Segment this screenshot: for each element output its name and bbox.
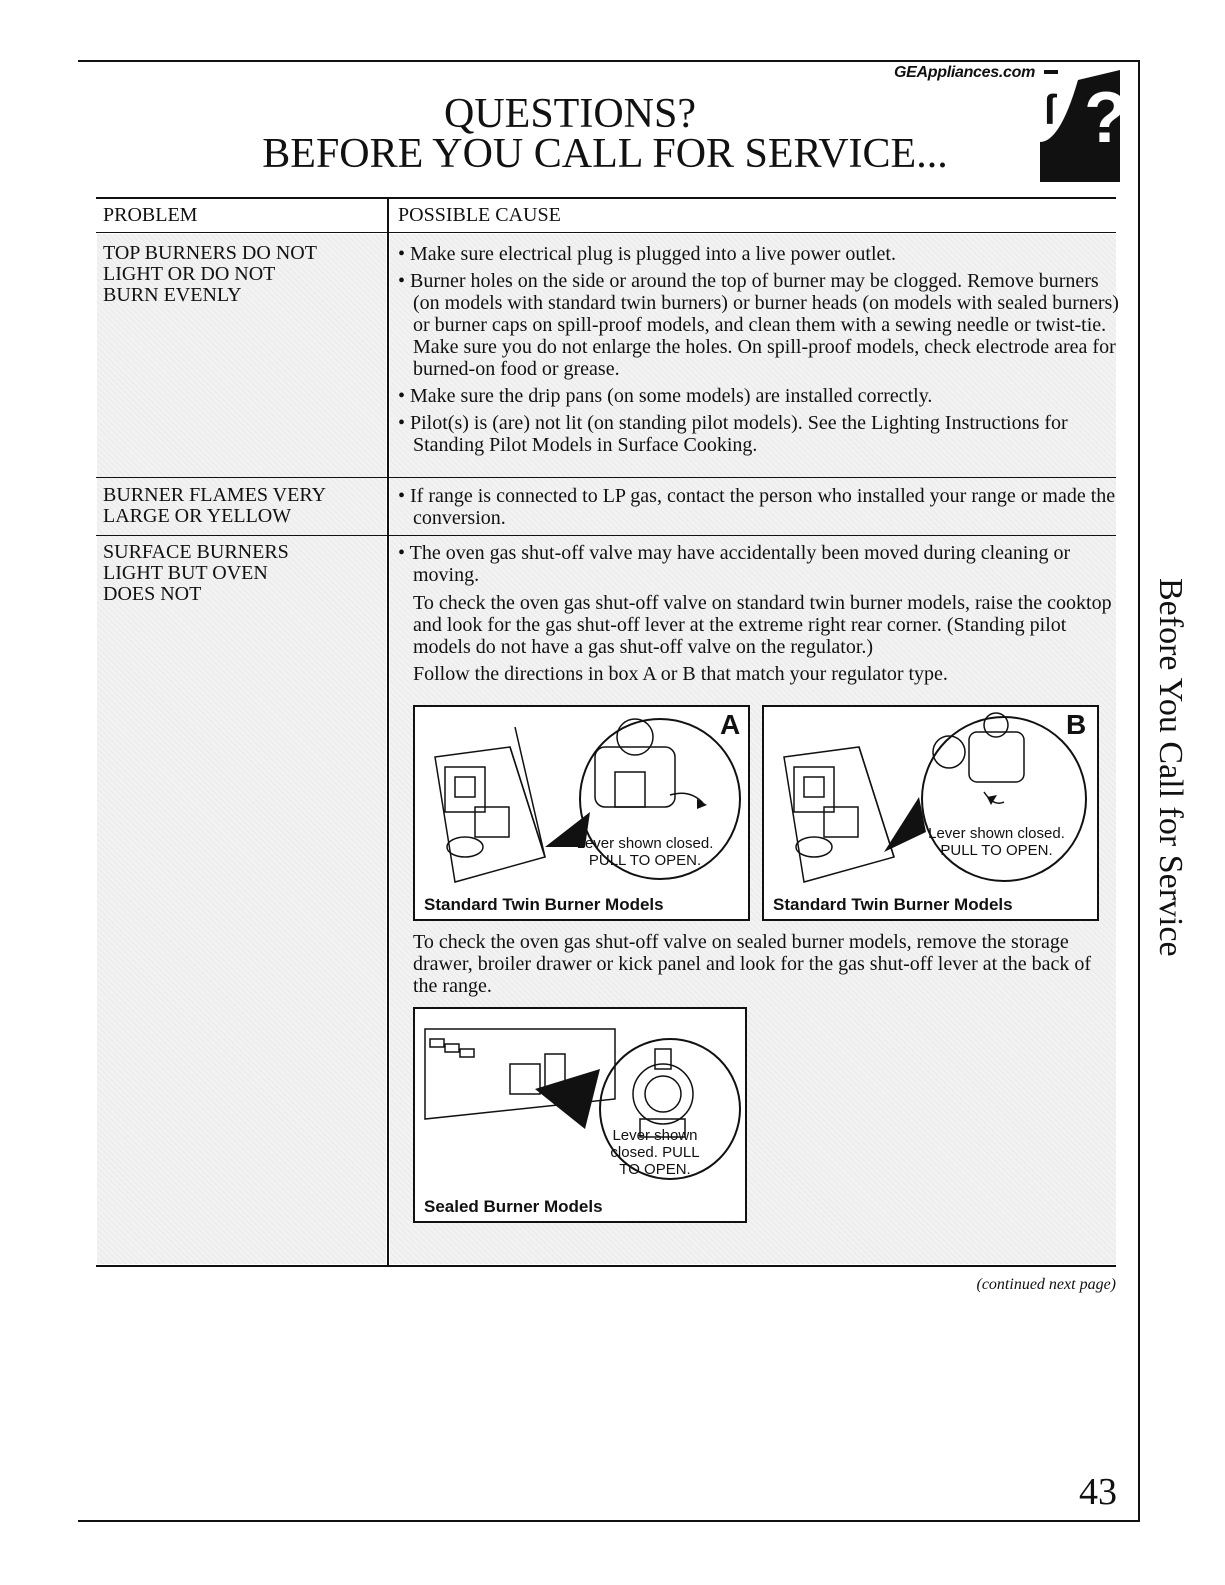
column-header-problem: PROBLEM: [103, 204, 198, 226]
lever-note-line: Lever shown closed.: [928, 825, 1065, 842]
website-url: GEAppliances.com: [893, 64, 1035, 81]
cause-row-1: [398, 243, 1120, 461]
lever-note-line: PULL TO OPEN.: [940, 842, 1053, 859]
figure-a-caption: Standard Twin Burner Models: [424, 895, 664, 914]
column-divider: [387, 197, 389, 1267]
cause-row-2: [398, 485, 1120, 534]
cause-item: • The oven gas shut-off valve may have accidentally been moved during cleaning or moving.: [398, 542, 1071, 586]
bottom-rule: [78, 1520, 1140, 1522]
figure-a-lever-note: [565, 835, 725, 869]
cause-paragraph: Follow the directions in box A or B that match your regulator type.: [413, 663, 948, 685]
regulator-sealed-illustration: [415, 1009, 745, 1221]
problem-line: BURN EVENLY: [103, 284, 242, 306]
problem-row-3: [103, 542, 383, 605]
cause-item: • Burner holes on the side or around the top of burner may be clogged. Remove burners (on models with standard twin burners) or burner heads (on models with sealed burners) or burner caps on spill-proof models, and clean them with a sewing needle or twist-tie. Make sure you do not enlarge the holes. On spill-proof models, check electrode area for burned-on food or grease.: [398, 270, 1119, 380]
figure-b-caption: Standard Twin Burner Models: [773, 895, 1013, 914]
top-rule: [78, 60, 1140, 62]
cause-item: • Pilot(s) is (are) not lit (on standing pilot models). See the Lighting Instructions for Standing Pilot Models in Surface Cooking.: [398, 412, 1068, 456]
lever-note-line: Lever shown: [612, 1127, 698, 1144]
svg-text:ſ: ſ: [1044, 86, 1056, 133]
lever-note-line: closed. PULL: [610, 1144, 700, 1161]
cause-item: • If range is connected to LP gas, contact the person who installed your range or made the conversion.: [398, 485, 1116, 529]
cause-item: • Make sure the drip pans (on some models) are installed correctly.: [398, 385, 933, 407]
problem-line: DOES NOT: [103, 583, 202, 605]
problem-line: TOP BURNERS DO NOT: [103, 242, 317, 264]
page-number: 43: [1079, 1471, 1117, 1513]
figure-b-lever-note: [914, 825, 1079, 859]
cause-item: • Make sure electrical plug is plugged into a live power outlet.: [398, 243, 896, 265]
page-title-line2: BEFORE YOU CALL FOR SERVICE...: [262, 131, 948, 177]
table-shading-left: [97, 234, 386, 1264]
problem-line: LARGE OR YELLOW: [103, 505, 292, 527]
lever-note-line: TO OPEN.: [619, 1161, 691, 1178]
right-frame-rule: [1138, 60, 1140, 1522]
figure-sealed: [413, 1007, 747, 1223]
figure-sealed-caption: Sealed Burner Models: [424, 1197, 603, 1216]
problem-line: BURNER FLAMES VERY: [103, 484, 327, 506]
problem-row-1: [103, 243, 383, 306]
figure-b: [762, 705, 1099, 921]
header-bottom-rule: [96, 232, 1116, 233]
regulator-b-illustration: [764, 707, 1097, 919]
problem-line: LIGHT OR DO NOT: [103, 263, 276, 285]
row-divider: [96, 477, 1116, 478]
cause-paragraph: To check the oven gas shut-off valve on sealed burner models, remove the storage drawer, broiler drawer or kick panel and look for the gas shut-off lever at the back of the range.: [413, 931, 1092, 997]
cause-row-3-sealed: [398, 931, 1120, 1002]
cause-row-3: [398, 542, 1120, 690]
row-divider: [96, 535, 1116, 536]
question-icon: [1040, 62, 1138, 182]
svg-text:?: ?: [1084, 78, 1128, 158]
continued-note: (continued next page): [976, 1276, 1116, 1293]
lever-note-line: Lever shown closed.: [576, 835, 714, 852]
figure-b-letter: B: [1066, 709, 1087, 740]
table-top-rule: [96, 197, 1116, 199]
figure-a-letter: A: [720, 709, 741, 740]
regulator-a-illustration: [415, 707, 748, 919]
page-title-line1: QUESTIONS?: [444, 91, 696, 137]
figure-sealed-lever-note: [595, 1127, 715, 1178]
lever-note-line: PULL TO OPEN.: [588, 852, 702, 869]
column-header-cause: POSSIBLE CAUSE: [398, 204, 561, 226]
table-bottom-rule: [96, 1265, 1116, 1267]
side-tab-label: [1150, 578, 1190, 1048]
figure-a: [413, 705, 750, 921]
side-tab-text: Before You Call for Service: [1152, 578, 1189, 957]
problem-line: LIGHT BUT OVEN: [103, 562, 268, 584]
problem-row-2: [103, 485, 383, 527]
cause-paragraph: To check the oven gas shut-off valve on standard twin burner models, raise the cooktop and look for the gas shut-off lever at the extreme right rear corner. (Standing pilot models do not have a gas shut-off valve on the regulator.): [413, 592, 1112, 658]
problem-line: SURFACE BURNERS: [103, 541, 289, 563]
